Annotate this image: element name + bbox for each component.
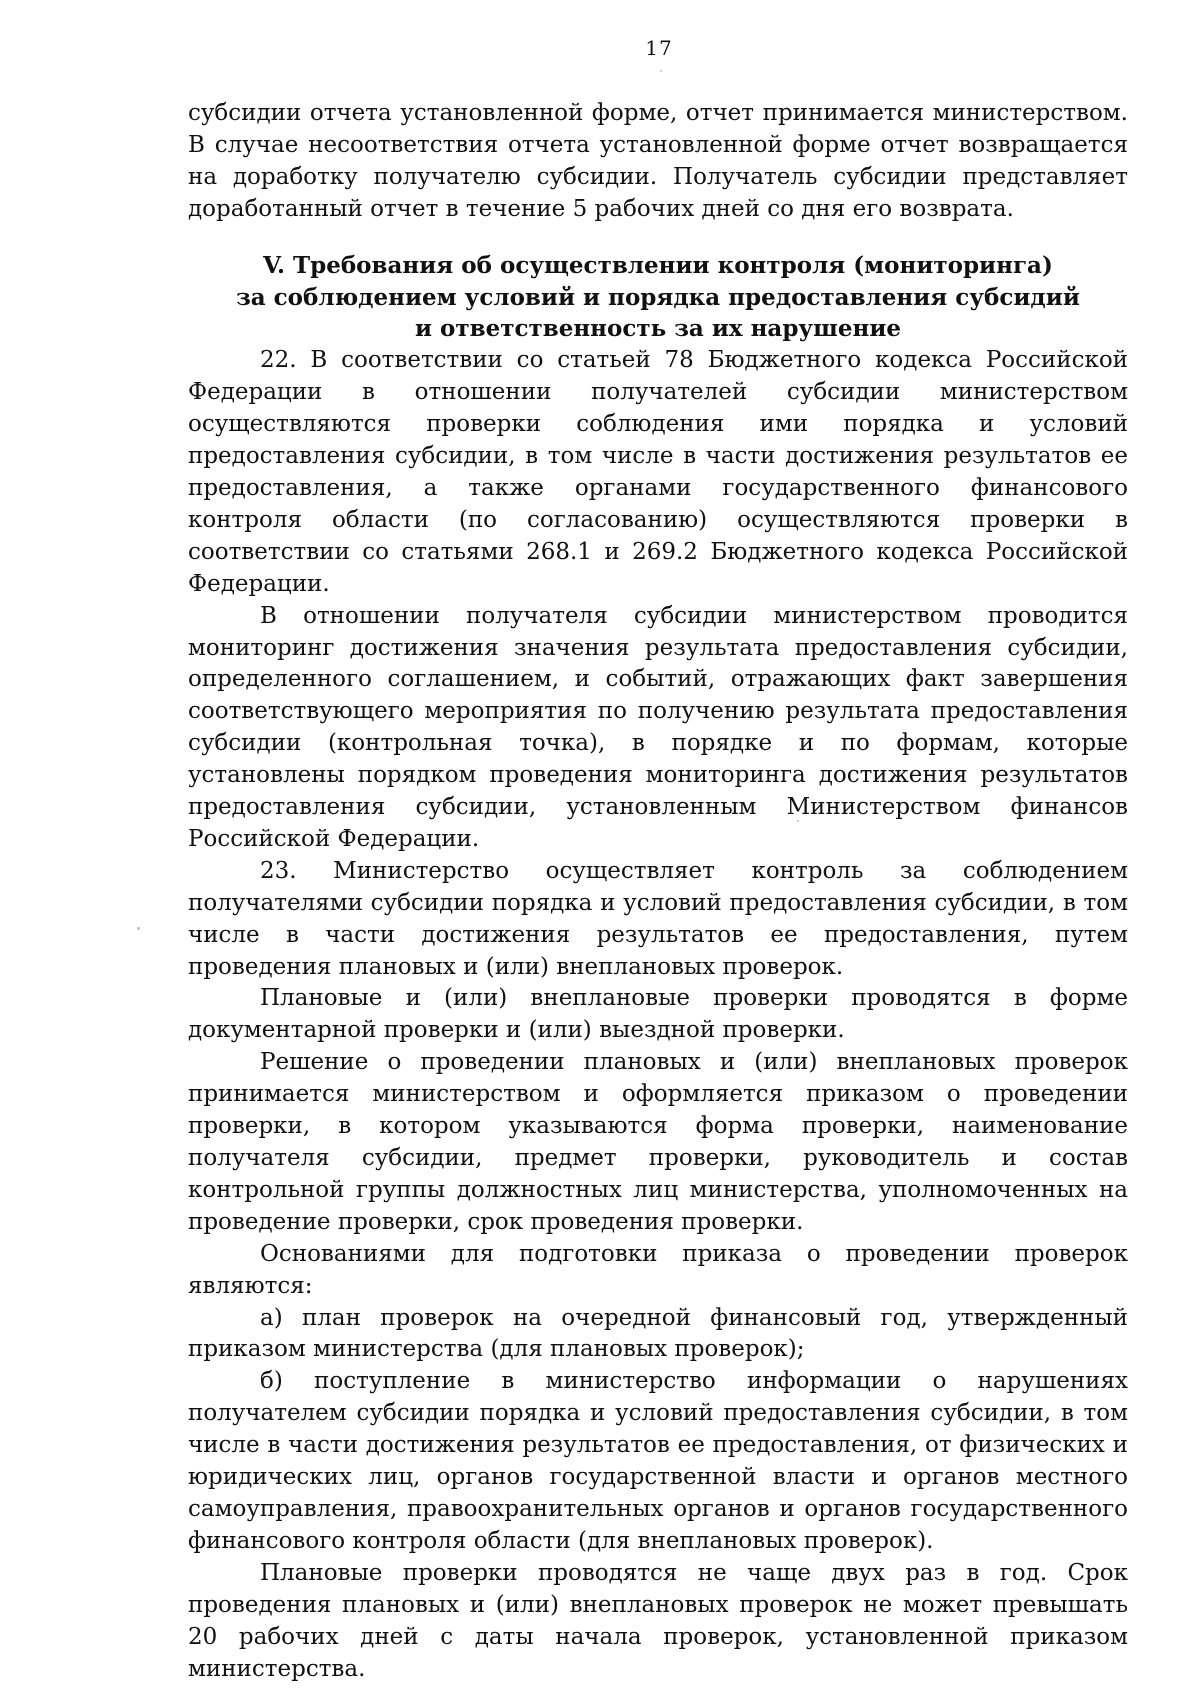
list-item-a: а) план проверок на очередной финансовый год, утвержденный приказом министерства (для плановых проверок); (188, 1304, 1128, 1363)
section-heading-line-3: и ответственность за их нарушение (414, 315, 902, 343)
paragraph-monitoring: В отношении получателя субсидии министерством проводится мониторинг достижения значения результата предоставления субсидии, определенного соглашением, и событий, отражающих факт завершения соответствующего мероприятия по получению результата предоставления субсидии (контрольная точка), в порядке и по формам, которые установлены порядком проведения мониторинга достижения результатов предоставления субсидии, установленным Министерством финансов Российской Федерации. (188, 602, 1128, 852)
scan-speck (797, 820, 799, 822)
paragraph-inspection-frequency: Плановые проверки проводятся не чаще двух раз в год. Срок проведения плановых и (или) внеплановых проверок не может превышать 20 рабочих дней с даты начала проверок, установленной приказом министерства. (188, 1559, 1128, 1682)
page-number: 17 (645, 36, 673, 60)
section-heading (188, 250, 1128, 346)
scan-speck (137, 927, 140, 930)
paragraph-inspection-forms: Плановые и (или) внеплановые проверки проводятся в форме документарной проверки и (или) выездной проверки. (188, 985, 1128, 1044)
document-body (188, 98, 1128, 1685)
section-heading-line-1: V. Требования об осуществлении контроля (мониторинга) (263, 251, 1053, 279)
intro-paragraph: субсидии отчета установленной форме, отчет принимается министерством. В случае несоответствия отчета установленной форме отчет возвращается на доработку получателю субсидии. Получатель субсидии представляет доработанный отчет в течение 5 рабочих дней со дня его возврата. (188, 100, 1128, 222)
section-heading-line-2: за соблюдением условий и порядка предоставления субсидий (236, 283, 1080, 311)
paragraph-grounds: Основаниями для подготовки приказа о проведении проверок являются: (188, 1240, 1128, 1299)
list-item-b: б) поступление в министерство информации о нарушениях получателем субсидии порядка и условий предоставления субсидии, в том числе в части достижения результатов ее предоставления, от физических и юридических лиц, органов государственной власти и органов местного самоуправления, правоохранительных органов и органов государственного финансового контроля области (для внеплановых проверок). (188, 1368, 1128, 1554)
scan-speck (660, 70, 662, 72)
paragraph-inspection-decision: Решение о проведении плановых и (или) внеплановых проверок принимается министерством и оформляется приказом о проведении проверки, в котором указываются форма проверки, наименование получателя субсидии, предмет проверки, руководитель и состав контрольной группы должностных лиц министерства, уполномоченных на проведение проверки, срок проведения проверки. (188, 1049, 1128, 1235)
paragraph-23: 23. Министерство осуществляет контроль за соблюдением получателями субсидии порядка и условий предоставления субсидии, в том числе в части достижения результатов ее предоставления, путем проведения плановых и (или) внеплановых проверок. (188, 857, 1128, 980)
paragraph-22: 22. В соответствии со статьей 78 Бюджетного кодекса Российской Федерации в отношении получателей субсидии министерством осуществляются проверки соблюдения ими порядка и условий предоставления субсидии, в том числе в части достижения результатов ее предоставления, а также органами государственного финансового контроля области (по согласованию) осуществляются проверки в соответствии со статьями 268.1 и 269.2 Бюджетного кодекса Российской Федерации. (188, 347, 1128, 597)
